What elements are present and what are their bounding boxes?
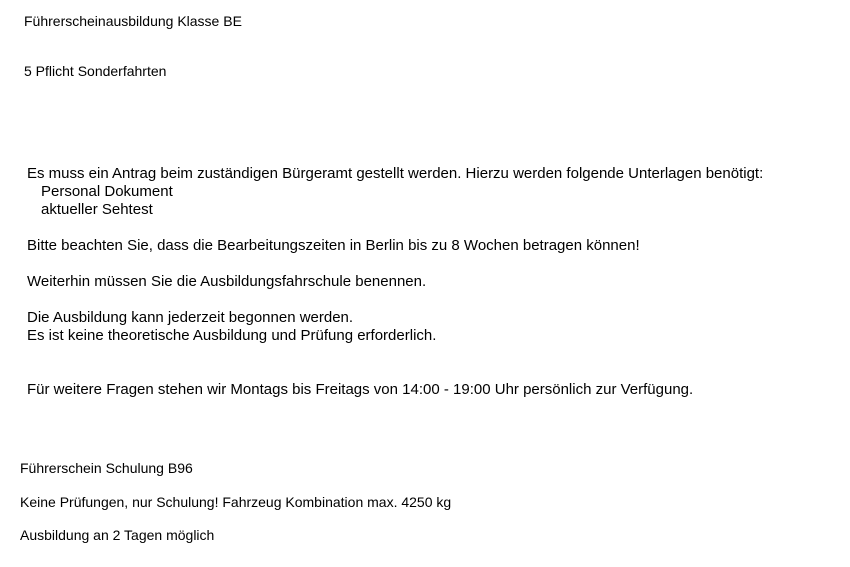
b96-info: Keine Prüfungen, nur Schulung! Fahrzeug Kombination max. 4250 kg <box>20 494 452 510</box>
contact-info: Für weitere Fragen stehen wir Montags bis Freitags von 14:00 - 19:00 Uhr persönlich zur Verfügung. <box>27 381 694 398</box>
school-notice: Weiterhin müssen Sie die Ausbildungsfahrschule benennen. <box>27 273 427 290</box>
page-subtitle: 5 Pflicht Sonderfahrten <box>24 63 167 79</box>
start-info: Die Ausbildung kann jederzeit begonnen werden. <box>27 309 354 326</box>
theory-info: Es ist keine theoretische Ausbildung und Prüfung erforderlich. <box>27 327 437 344</box>
b96-title: Führerschein Schulung B96 <box>20 460 193 476</box>
document-list-item: aktueller Sehtest <box>41 201 153 218</box>
page-title: Führerscheinausbildung Klasse BE <box>24 13 242 29</box>
processing-notice: Bitte beachten Sie, dass die Bearbeitungszeiten in Berlin bis zu 8 Wochen betragen können! <box>27 237 640 254</box>
document-list-item: Personal Dokument <box>41 183 173 200</box>
intro-text: Es muss ein Antrag beim zuständigen Bürgeramt gestellt werden. Hierzu werden folgende Unterlagen benötigt: <box>27 165 764 182</box>
b96-duration: Ausbildung an 2 Tagen möglich <box>20 527 215 543</box>
